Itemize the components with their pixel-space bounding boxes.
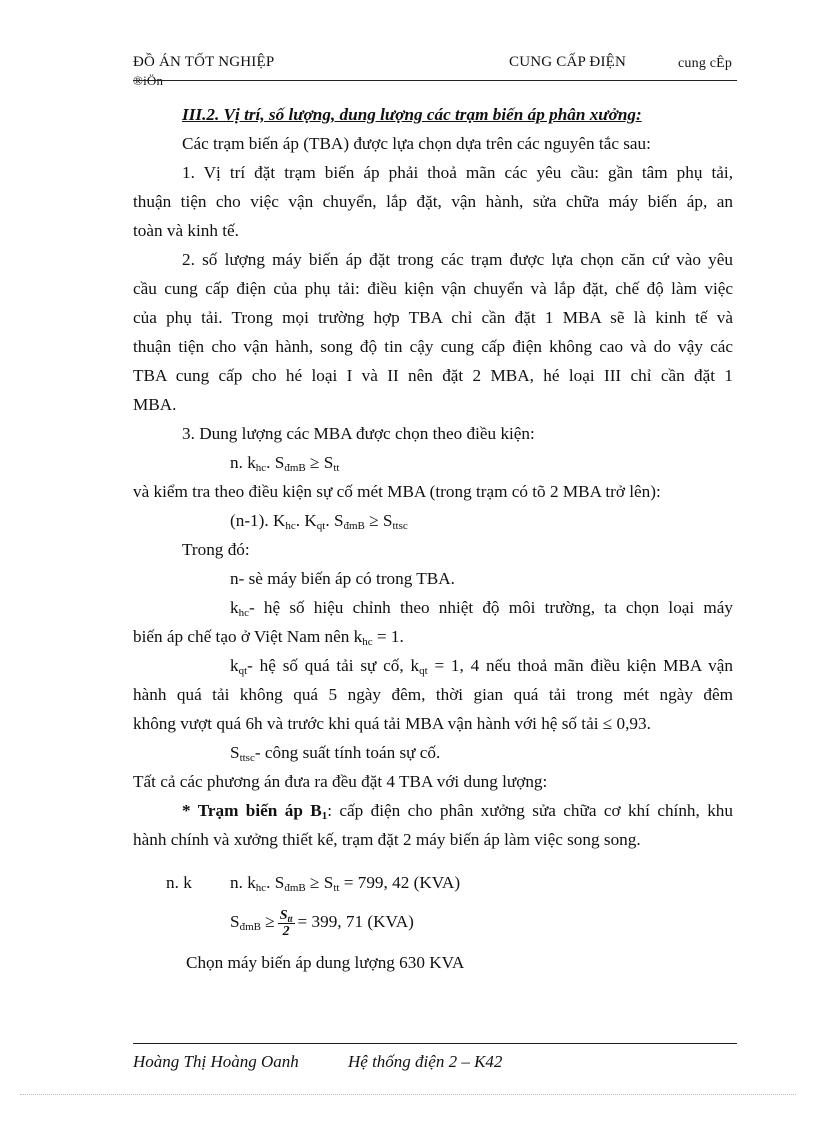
p3-line: 3. Dung lượng các MBA được chọn theo điều kiện: xyxy=(182,424,535,443)
section-title: III.2. Vị trí, số lượng, dung lượng các trạm biến áp phân xưởng: xyxy=(182,105,642,124)
body-text xyxy=(133,100,733,854)
b1-line-1: * Trạm biến áp $B_1$: cấp điện cho phân xưởng sửa chữa cơ khí chính, khu xyxy=(182,801,733,822)
choose-line: Chọn máy biến áp dung lượng 630 KVA xyxy=(186,953,465,972)
page-edge-dots xyxy=(20,1094,796,1095)
p1-line-3: toàn và kinh tế. xyxy=(133,221,239,240)
kqt-definition-line-1: $k_{qt}-$ hệ số quá tải sự cố, $k_{qt} = 1$, 4 nếu thoả mãn điều kiện MBA vận xyxy=(230,656,733,677)
p2-line-3: của phụ tải. Trong mọi trường hợp TBA chỉ cần đặt 1 MBA sẽ là kinh tế và xyxy=(133,308,733,327)
p2-line-6: MBA. xyxy=(133,395,177,414)
b1-line-2: hành chính và xưởng thiết kế, trạm đặt 2 máy biến áp làm việc song song. xyxy=(133,830,641,849)
p2-line-1: 2. số lượng máy biến áp đặt trong các trạm được lựa chọn căn cứ vào yêu xyxy=(182,250,733,269)
footer-rule xyxy=(133,1043,737,1044)
header-center: CUNG CẤP ĐIỆN xyxy=(509,54,627,70)
calc-1: n. $k_{hc}$. $S_{đmB} \ge S_{tt} = 799$, 42 (KVA) xyxy=(230,873,461,894)
p2-line-2: cầu cung cấp điện của phụ tải: điều kiện vận chuyển và lắp đặt, chế độ làm việc xyxy=(133,279,733,298)
p2-line-5: TBA cung cấp cho hé loại I và II nên đặt 2 MBA, hé loại III chỉ cần đặt 1 xyxy=(133,366,733,385)
header-rule xyxy=(133,80,737,81)
p1-line-2: thuận tiện cho việc vận chuyển, lắp đặt, vận hành, sửa chữa máy biến áp, an xyxy=(133,192,733,211)
header-right: cung cÊp xyxy=(678,56,733,71)
footer-class: Hệ thống điện 2 – K42 xyxy=(348,1052,503,1071)
where-line: Trong đó: xyxy=(182,540,250,559)
khc-definition-line-1: $k_{hc}-$ hệ số hiệu chỉnh theo nhiệt độ môi trường, ta chọn loại máy xyxy=(230,598,733,619)
check-line: và kiểm tra theo điều kiện sự cố mét MBA (trong trạm có tõ 2 MBA trở lên): xyxy=(133,482,661,501)
header-left-overlap: ®iÖn xyxy=(133,73,164,88)
p1-line-1: 1. Vị trí đặt trạm biến áp phải thoả mãn các yêu cầu: gần tâm phụ tải, xyxy=(182,163,733,182)
calc-1-left: n. k xyxy=(166,873,192,892)
formula-2: (n-1). $K_{hc}$. $K_{qt}$. $S_{đmB} \ge S_{ttsc}$ xyxy=(230,511,408,532)
calc-2: $S_{đmB}$ ≥ $\frac{S_{tt}}{2}$ = 399, 71 (KVA) xyxy=(230,907,414,939)
formula-1: n. $k_{hc}$. $S_{đmB} \ge S_{tt}$ xyxy=(230,453,340,474)
khc-definition-line-2: biến áp chế tạo ở Việt Nam nên $k_{hc} = 1$. xyxy=(133,627,404,648)
footer-author: Hoàng Thị Hoàng Oanh xyxy=(133,1052,299,1071)
fraction: $\frac{S_{tt}}{2}$ xyxy=(279,907,293,939)
all-options-line: Tất cả các phương án đưa ra đều đặt 4 TBA với dung lượng: xyxy=(133,772,548,791)
intro-line: Các trạm biến áp (TBA) được lựa chọn dựa trên các nguyên tắc sau: xyxy=(182,134,651,153)
n-definition: n- sè máy biến áp có trong TBA. xyxy=(230,569,455,588)
header-left: ĐỒ ÁN TỐT NGHIỆP xyxy=(133,54,275,70)
kqt-definition-line-3: không vượt quá 6h và trước khi quá tải MBA vận hành với hệ số tải ≤ 0,93. xyxy=(133,714,651,733)
kqt-definition-line-2: hành quá tải không quá 5 ngày đêm, thời gian quá tải trong mét ngày đêm xyxy=(133,685,733,704)
sttsc-definition: $S_{ttsc}-$ công suất tính toán sự cố. xyxy=(230,743,441,764)
p2-line-4: thuận tiện cho vận hành, song độ tin cậy cung cấp điện không cao và do vậy các xyxy=(133,337,733,356)
